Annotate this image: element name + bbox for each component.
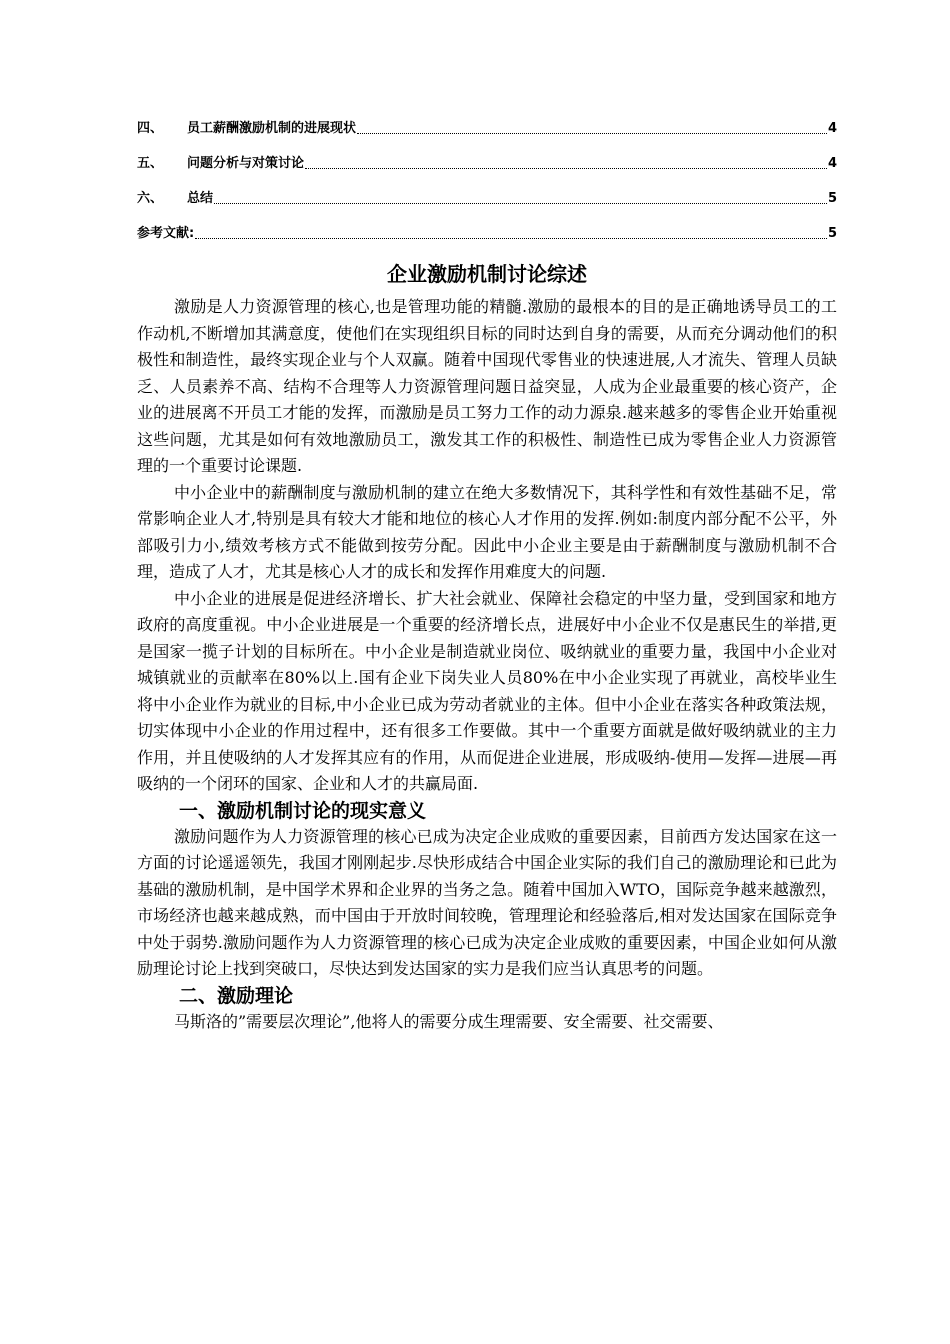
- body-paragraph: 中小企业的进展是促进经济增长、扩大社会就业、保障社会稳定的中坚力量，受到国家和地方政府的高度重视。中小企业进展是一个重要的经济增长点，进展好中小企业不仅是惠民生的举措,更是国家一揽子计划的目标所在。中小企业是制造就业岗位、吸纳就业的重要力量，我国中小企业对城镇就业的贡献率在80%以上.国有企业下岗失业人员80%在中小企业实现了再就业，高校毕业生将中小企业作为就业的目标,中小企业已成为劳动者就业的主体。但中小企业在落实各种政策法规，切实体现中小企业的作用过程中，还有很多工作要做。其中一个重要方面就是做好吸纳就业的主力作用，并且使吸纳的人才发挥其应有的作用，从而促进企业进展，形成吸纳-使用—发挥—进展—再吸纳的一个闭环的国家、企业和人才的共赢局面.: [137, 588, 837, 793]
- toc-entry-label: 参考文献:: [137, 226, 195, 241]
- section-heading: 一、激励机制讨论的现实意义: [179, 799, 427, 822]
- toc-entry-label: 总结: [187, 191, 214, 206]
- body-paragraph: 激励问题作为人力资源管理的核心已成为决定企业成败的重要因素，目前西方发达国家在这一方面的讨论遥遥领先，我国才刚刚起步.尽快形成结合中国企业实际的我们自己的激励理论和已此为基础的激励机制，是中国学术界和企业界的当务之急。随着中国加入WTO，国际竞争越来越激烈，市场经济也越来越成熟，而中国由于开放时间较晚，管理理论和经验落后,相对发达国家在国际竞争中处于弱势.激励问题作为人力资源管理的核心已成为决定企业成败的重要因素，中国企业如何从激励理论讨论上找到突破口，尽快达到发达国家的实力是我们应当认真思考的问题。: [137, 826, 837, 978]
- toc-entry[interactable]: [137, 190, 837, 207]
- toc-entry-number: 六、: [137, 191, 164, 206]
- toc-entry[interactable]: [137, 225, 837, 242]
- toc-dot-leader: [195, 238, 827, 239]
- body-paragraph: 中小企业中的薪酬制度与激励机制的建立在绝大多数情况下，其科学性和有效性基础不足，常常影响企业人才,特别是具有较大才能和地位的核心人才作用的发挥.例如:制度内部分配不公平，外部吸引力小,绩效考核方式不能做到按劳分配。因此中小企业主要是由于薪酬制度与激励机制不合理，造成了人才，尤其是核心人才的成长和发挥作用难度大的问题.: [137, 482, 837, 581]
- toc-entry-number: 四、: [137, 121, 164, 136]
- toc-dot-leader: [214, 203, 827, 204]
- toc-entry[interactable]: [137, 120, 837, 137]
- body-paragraph: 马斯洛的”需要层次理论”,他将人的需要分成生理需要、安全需要、社交需要、: [174, 1011, 724, 1031]
- toc-entry-page: 4: [827, 156, 837, 171]
- toc-entry-page: 5: [827, 226, 837, 241]
- toc-entry-page: 5: [827, 191, 837, 206]
- toc-entry-label: 员工薪酬激励机制的进展现状: [187, 121, 357, 136]
- toc-dot-leader: [305, 168, 827, 169]
- toc-dot-leader: [357, 133, 827, 134]
- toc-entry[interactable]: [137, 155, 837, 172]
- section-heading: 二、激励理论: [179, 984, 294, 1007]
- toc-entry-label: 问题分析与对策讨论: [187, 156, 305, 171]
- toc-entry-page: 4: [827, 121, 837, 136]
- toc-entry-number: 五、: [137, 156, 164, 171]
- body-paragraph: 激励是人力资源管理的核心,也是管理功能的精髓.激励的最根本的目的是正确地诱导员工的工作动机,不断增加其满意度，使他们在实现组织目标的同时达到自身的需要，从而充分调动他们的积极性和制造性，最终实现企业与个人双赢。随着中国现代零售业的快速进展,人才流失、管理人员缺乏、人员素养不高、结构不合理等人力资源管理问题日益突显，人成为企业最重要的核心资产，企业的进展离不开员工才能的发挥，而激励是员工努力工作的动力源泉.越来越多的零售企业开始重视这些问题，尤其是如何有效地激励员工，激发其工作的积极性、制造性已成为零售企业人力资源管理的一个重要讨论课题.: [137, 297, 837, 475]
- table-of-contents: [137, 120, 837, 242]
- document-title: 企业激励机制讨论综述: [387, 262, 587, 286]
- document-page: [137, 120, 837, 1035]
